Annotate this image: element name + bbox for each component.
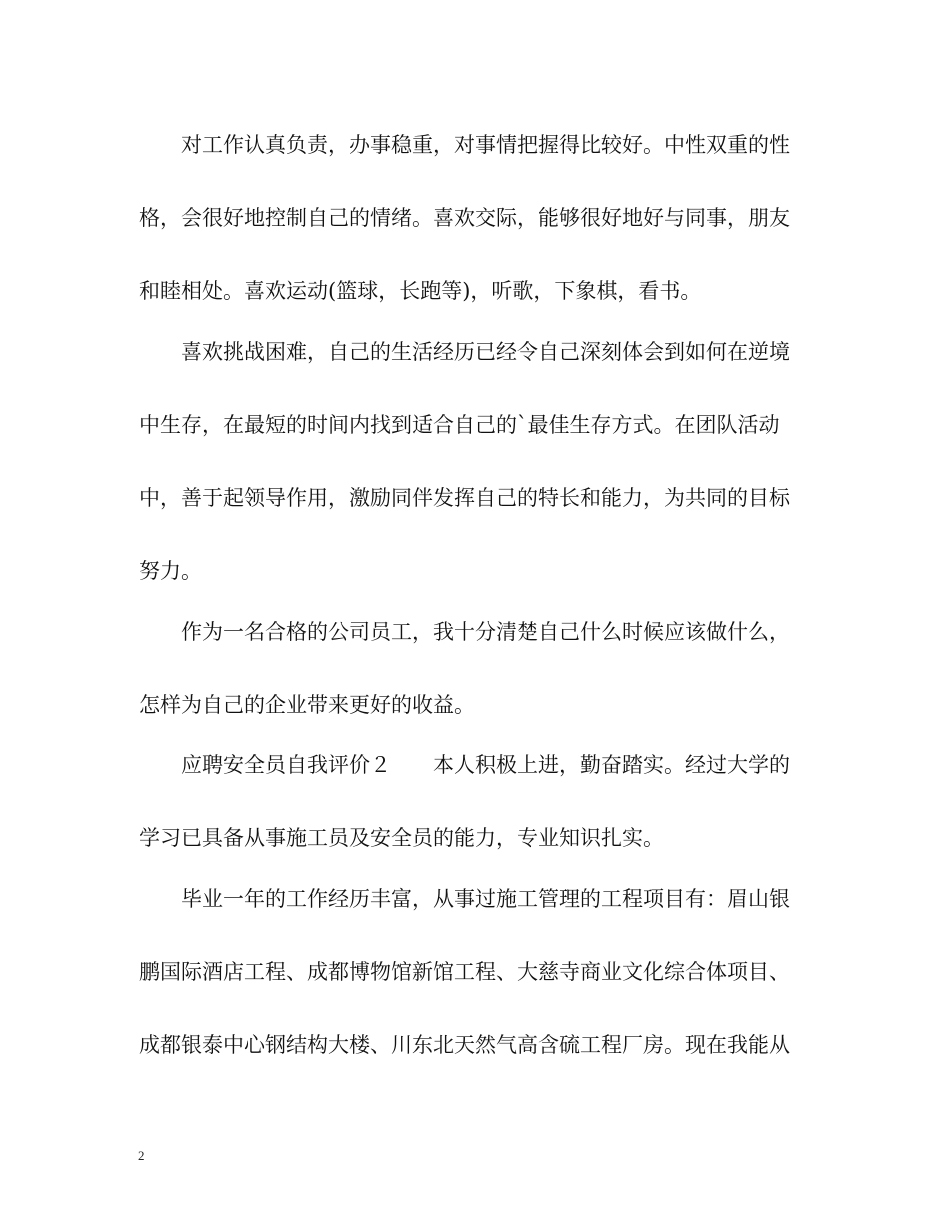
text-line: 作为一名合格的公司员工，我十分清楚自己什么时候应该做什么， [181,620,790,644]
text-line: 成都银泰中心钢结构大楼、川东北天然气高含硫工程厂房。现在我能从 [139,1033,790,1057]
text-line: 对工作认真负责，办事稳重，对事情把握得比较好。中性双重的性 [181,133,790,157]
text-line: 和睦相处。喜欢运动(篮球，长跑等)，听歌，下象棋，看书。 [139,279,702,303]
text-line: 格，会很好地控制自己的情绪。喜欢交际，能够很好地好与同事，朋友 [139,206,790,230]
text-line: 喜欢挑战困难，自己的生活经历已经令自己深刻体会到如何在逆境 [181,340,790,364]
text-line: 毕业一年的工作经历丰富，从事过施工管理的工程项目有：眉山银 [181,887,790,911]
text-line: 应聘安全员自我评价２ 本人积极上进，勤奋踏实。经过大学的 [181,753,790,777]
page-number: 2 [138,1148,145,1163]
text-line: 鹏国际酒店工程、成都博物馆新馆工程、大慈寺商业文化综合体项目、 [139,960,790,984]
text-line: 中生存，在最短的时间内找到适合自己的`最佳生存方式。在团队活动 [139,413,780,437]
text-line: 努力。 [139,559,202,583]
text-line: 怎样为自己的企业带来更好的收益。 [139,693,475,717]
text-line: 学习已具备从事施工员及安全员的能力，专业知识扎实。 [139,826,664,850]
text-line: 中，善于起领导作用，激励同伴发挥自己的特长和能力，为共同的目标 [139,486,790,510]
